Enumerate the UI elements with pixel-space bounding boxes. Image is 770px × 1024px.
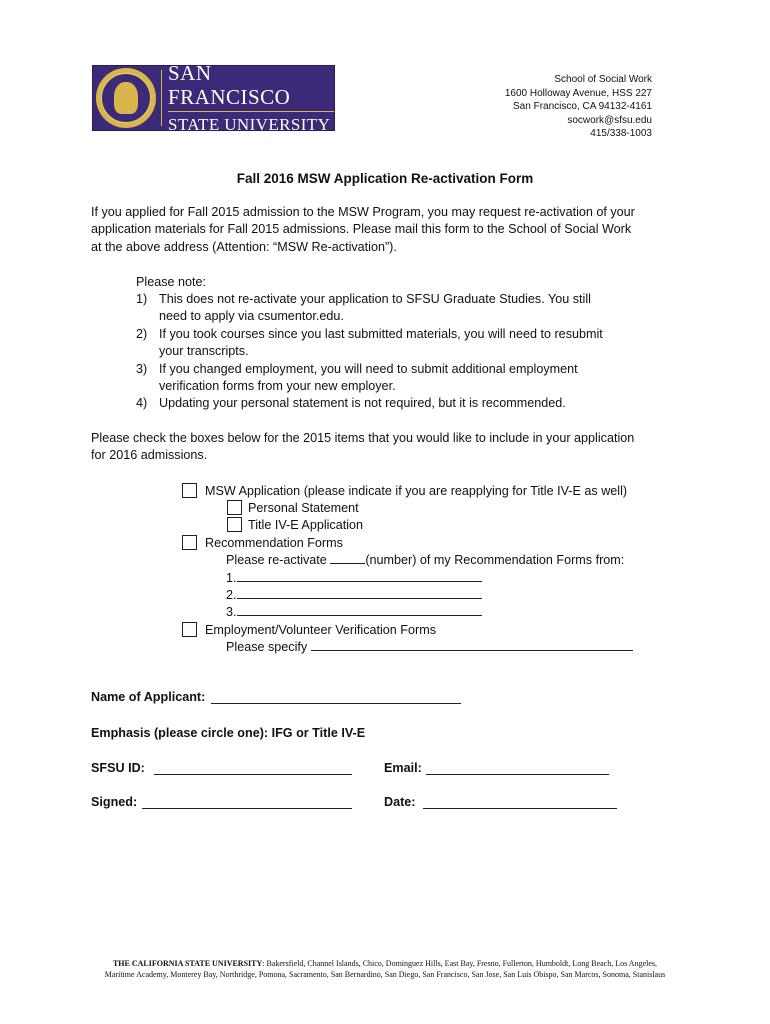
- sfsu-id-label: SFSU ID:: [91, 761, 145, 775]
- logo-line-1: SAN FRANCISCO: [168, 61, 334, 112]
- msw-application-checkbox[interactable]: [182, 483, 197, 498]
- please-specify-label: Please specify: [226, 640, 311, 654]
- notes-heading: Please note:: [136, 275, 207, 289]
- name-of-applicant-label: Name of Applicant:: [91, 690, 206, 704]
- logo-wordmark: [168, 61, 334, 136]
- title-ive-label: Title IV-E Application: [248, 517, 364, 532]
- date-label: Date:: [384, 795, 416, 809]
- personal-statement-checkbox[interactable]: [227, 500, 242, 515]
- note-number: 1): [136, 292, 148, 306]
- school-address: [505, 73, 652, 141]
- sfsu-id-row: [91, 761, 352, 775]
- emphasis-row: [91, 726, 365, 740]
- reactivate-count-field[interactable]: [330, 552, 365, 564]
- personal-statement-row: [227, 500, 359, 515]
- note-item: [136, 395, 616, 412]
- msw-application-row: [182, 483, 627, 498]
- checklist-instructions: Please check the boxes below for the 2015 items that you would like to include in your application for 2016 admissions.: [91, 431, 635, 463]
- footer-csu-label: THE CALIFORNIA STATE UNIVERSITY: [112, 959, 263, 968]
- note-text: If you took courses since you last submitted materials, you will need to resubmit your transcripts.: [159, 326, 603, 359]
- rec-line-number: 3.: [226, 605, 237, 619]
- note-number: 2): [136, 326, 148, 341]
- reactivate-prefix: Please re-activate: [226, 553, 331, 567]
- personal-statement-label: Personal Statement: [248, 500, 359, 515]
- note-item: [136, 361, 616, 396]
- emphasis-text: Emphasis (please circle one): IFG or Title IV-E: [91, 726, 366, 740]
- recommendation-forms-label: Recommendation Forms: [205, 535, 343, 550]
- note-text: This does not re-activate your application to SFSU Graduate Studies. You still need to apply via csumentor.edu.: [159, 292, 591, 324]
- msw-application-label: MSW Application (please indicate if you are reapplying for Title IV-E as well): [205, 483, 628, 498]
- notes-list: [136, 291, 616, 413]
- signature-field[interactable]: [142, 797, 352, 809]
- please-specify-field[interactable]: [311, 639, 633, 651]
- address-phone: 415/338-1003: [590, 128, 652, 140]
- note-number: 4): [136, 396, 148, 411]
- logo-line-2: STATE UNIVERSITY: [167, 114, 331, 134]
- employment-forms-checkbox[interactable]: [182, 622, 197, 637]
- reactivate-suffix: (number) of my Recommendation Forms from:: [365, 553, 625, 567]
- name-of-applicant-row: [91, 690, 461, 704]
- address-school-name: School of Social Work: [554, 74, 652, 85]
- footer-line-2: Maritime Academy, Monterey Bay, Northridge, Pomona, Sacramento, San Bernardino, San Diego, San Francisco, San Jose, San Luis Obispo, San Marcos, Sonoma, Stanislaus: [104, 970, 666, 979]
- employment-forms-label: Employment/Volunteer Verification Forms: [205, 622, 436, 637]
- employment-forms-row: [182, 622, 436, 637]
- logo-divider: [161, 70, 162, 126]
- intro-paragraph: If you applied for Fall 2015 admission to the MSW Program, you may request re-activation of your application materials for Fall 2015 admissions. Please mail this form to the School of Social Work at the above address (Attention: “MSW Re-activation”).: [91, 205, 635, 254]
- sfsu-id-field[interactable]: [154, 763, 352, 775]
- date-row: [384, 795, 617, 809]
- recommendation-forms-checkbox[interactable]: [182, 535, 197, 550]
- address-city: San Francisco, CA 94132-4161: [513, 101, 652, 113]
- please-specify-line: [226, 639, 633, 654]
- email-field[interactable]: [426, 763, 609, 775]
- address-email: socwork@sfsu.edu: [567, 114, 652, 126]
- recommendation-field-2[interactable]: [237, 587, 482, 599]
- recommendation-line-3: [226, 604, 482, 619]
- email-label: Email:: [384, 761, 422, 775]
- name-of-applicant-field[interactable]: [211, 692, 461, 704]
- title-ive-row: [227, 517, 363, 532]
- recommendation-forms-row: [182, 535, 343, 550]
- sfsu-logo: [92, 60, 335, 134]
- date-field[interactable]: [423, 797, 617, 809]
- signed-label: Signed:: [91, 795, 138, 809]
- email-row: [384, 761, 609, 775]
- recommendation-line-1: [226, 570, 482, 585]
- csu-campuses-footer: [0, 958, 770, 980]
- recommendation-field-1[interactable]: [237, 570, 482, 582]
- recommendation-line-2: [226, 587, 482, 602]
- address-street: 1600 Holloway Avenue, HSS 227: [504, 87, 652, 99]
- rec-line-number: 2.: [226, 588, 237, 602]
- footer-line-1: [0, 958, 770, 969]
- footer-campuses-part1: : Bakersfield, Channel Islands, Chico, Dominguez Hills, East Bay, Fresno, Fullerton, Humboldt, Long Beach, Los Angeles,: [262, 959, 658, 968]
- rec-line-number: 1.: [226, 571, 237, 585]
- note-text: Updating your personal statement is not required, but it is recommended.: [159, 396, 566, 411]
- university-seal-icon: [96, 68, 156, 128]
- form-title: Fall 2016 MSW Application Re-activation Form: [236, 171, 534, 186]
- note-item: [136, 291, 616, 326]
- title-ive-checkbox[interactable]: [227, 517, 242, 532]
- note-text: If you changed employment, you will need to submit additional employment verification forms from your new employer.: [159, 361, 578, 394]
- recommendation-field-3[interactable]: [237, 604, 482, 616]
- signed-row: [91, 795, 352, 809]
- reactivate-line: [226, 552, 624, 567]
- note-item: [136, 326, 616, 361]
- note-number: 3): [136, 361, 148, 376]
